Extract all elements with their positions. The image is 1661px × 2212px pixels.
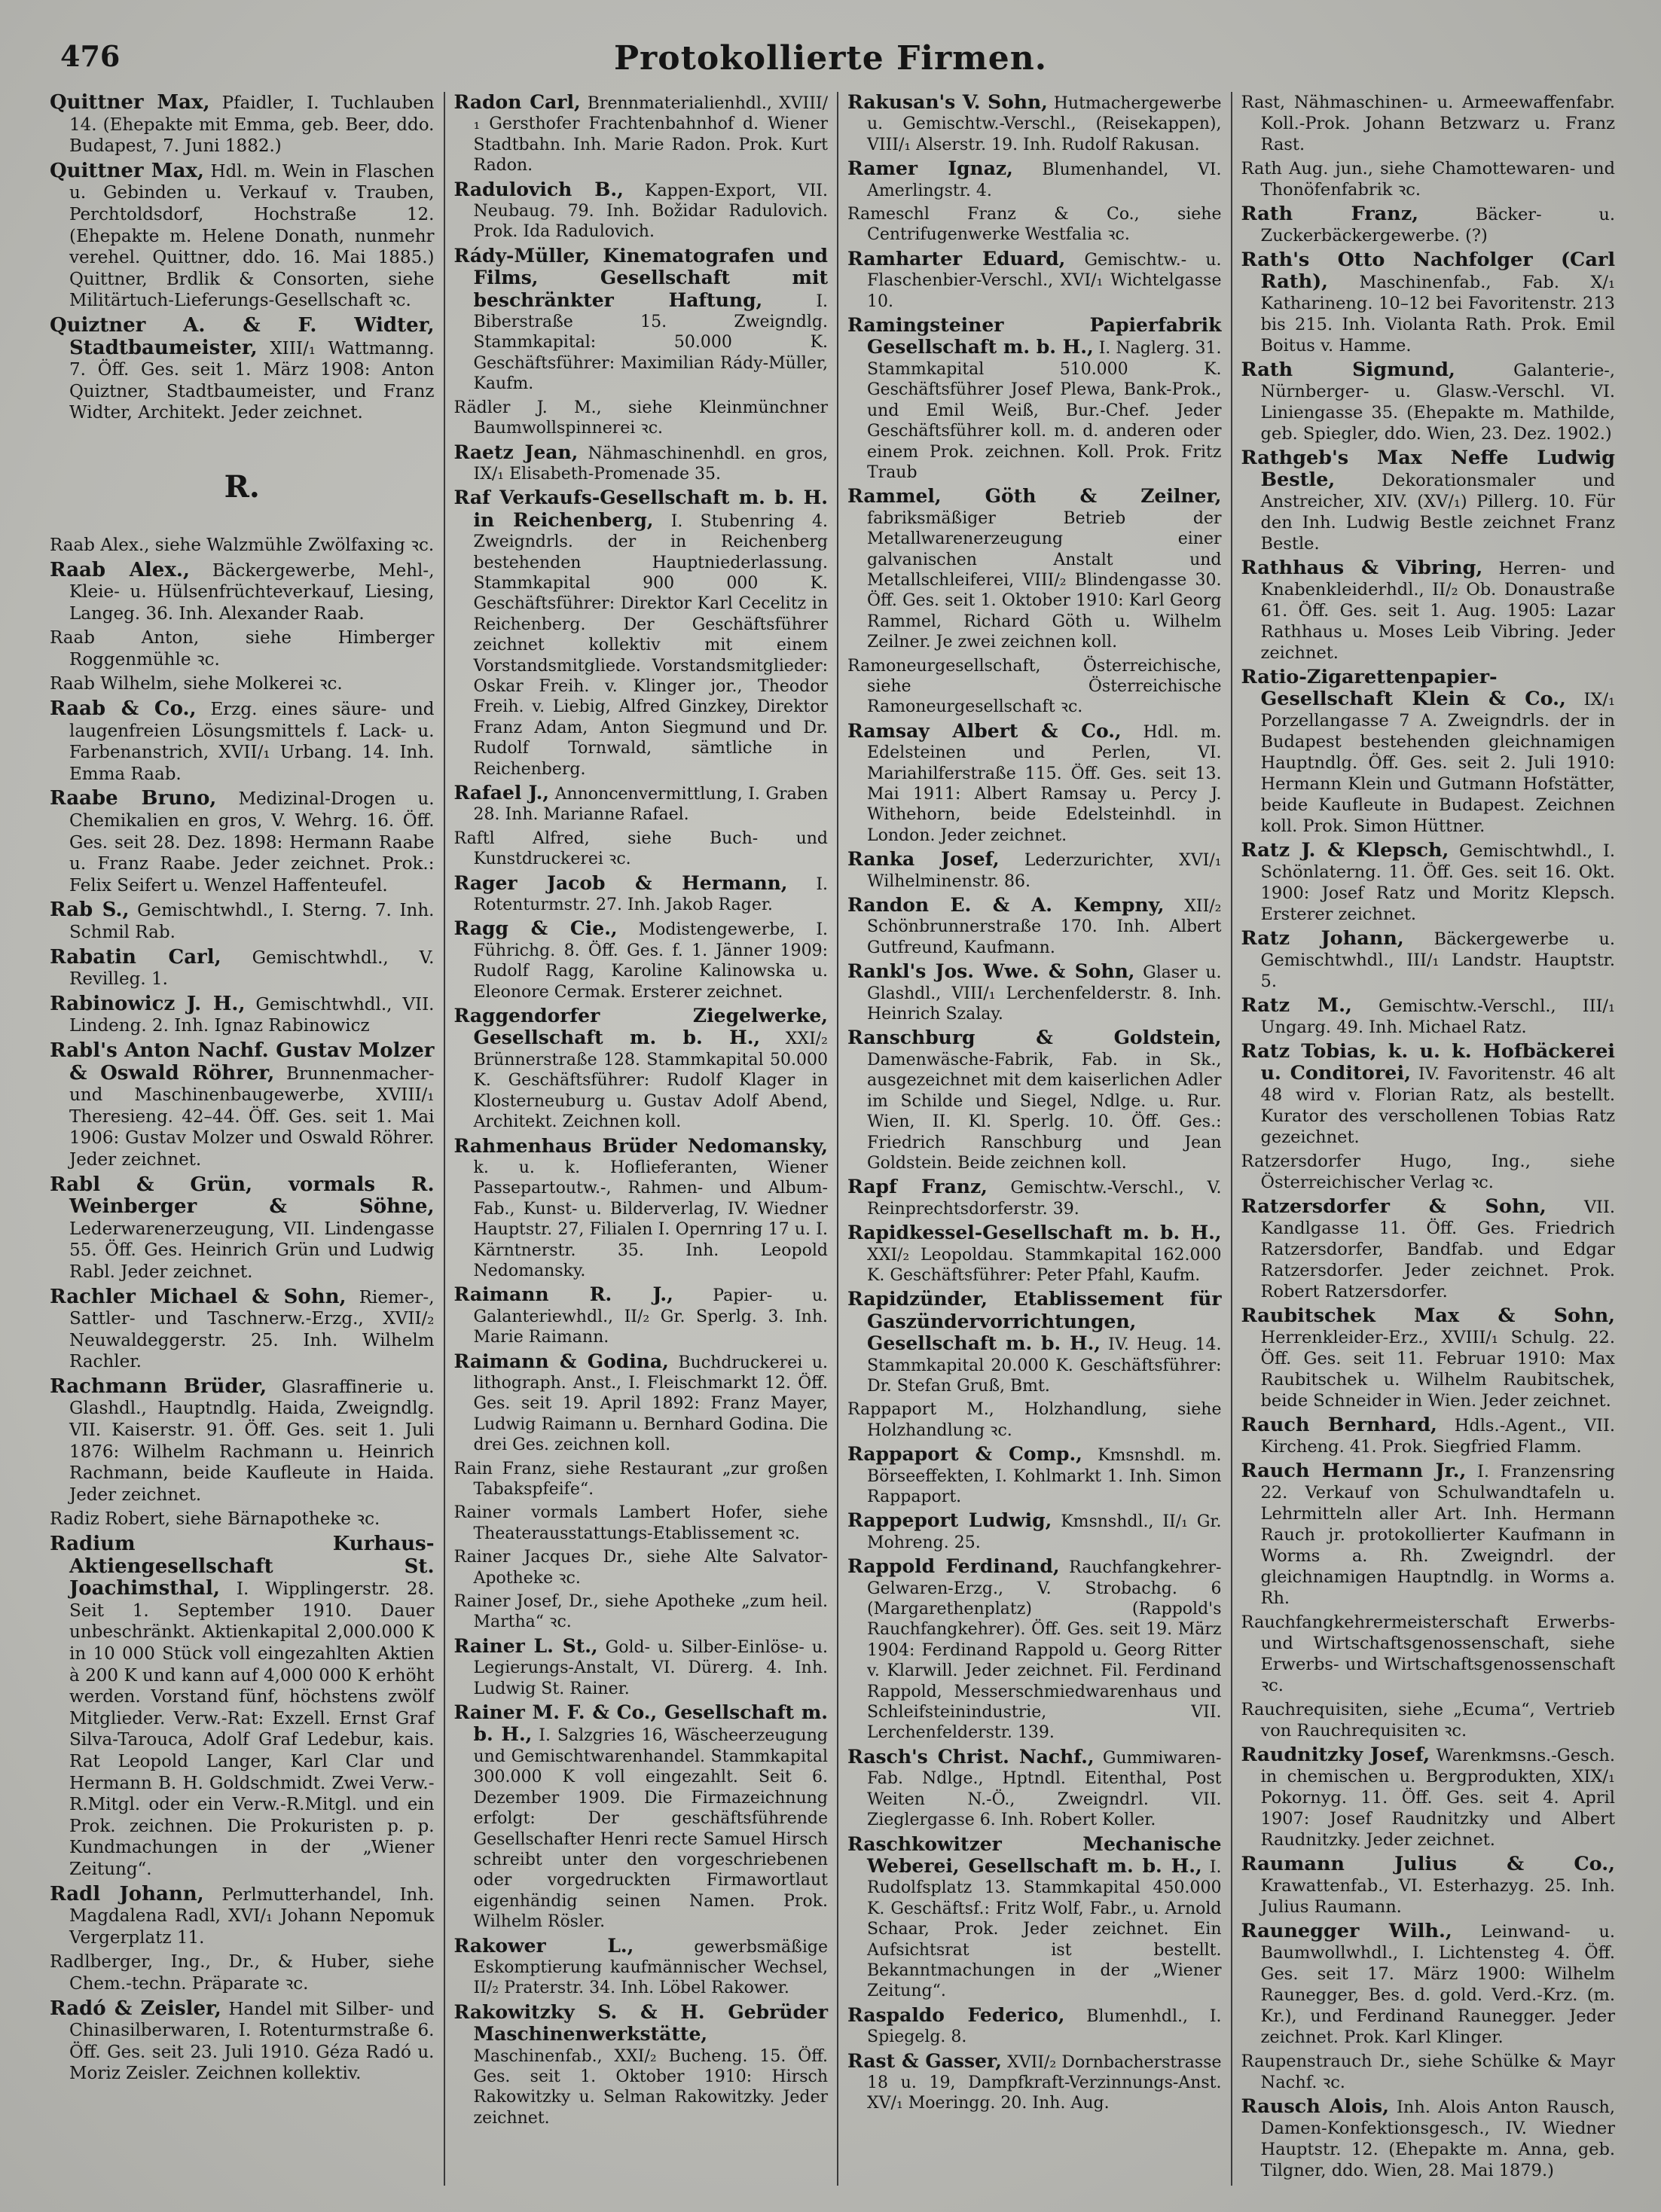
entry-text: IV. Favoritenstr. 46 alt 48 wird v. Florian Ratz, als bestellt. Kurator des verschollenen Tobias Ratz gezeichnet. (1260, 1064, 1615, 1147)
entry-text: k. u. k. Hoflieferanten, Wiener Passepartoutw.-, Rahmen- und Album-Fab., Kunst- u. Bilderverlag, IV. Wiedner Hauptstr. 27, Filialen I. Opernring 17 u. I. Kärntnerstr. 35. Inh. Leopold Nedomansky. (473, 1158, 828, 1280)
firm-name: Raudnitzky Josef, (1241, 1744, 1430, 1766)
directory-entry (50, 1174, 435, 1283)
entry-text: Warenkmsns.-Gesch. in chemischen u. Bergprodukten, XIX/₁ Pokornyg. 11. Öff. Ges. seit 4. April 1907: Josef Raudnitzky und Albert Raudnitzky. Jeder zeichnet. (1260, 1746, 1615, 1850)
directory-entry (1241, 2096, 1616, 2181)
directory-entry (454, 873, 829, 916)
column-1 (50, 92, 444, 2186)
firm-name: Ratzersdorfer & Sohn, (1241, 1195, 1547, 1218)
firm-name: Quiztner A. & F. Widter, Stadtbaumeister, (50, 313, 435, 359)
columns (50, 92, 1624, 2186)
firm-name: Raf Verkaufs-Gesellschaft m. b. H. in Reichenberg, (453, 487, 828, 531)
column-3 (837, 92, 1231, 2186)
firm-name: Rausch Alois, (1241, 2095, 1389, 2118)
entry-text: Gemischtw.-Verschl., III/₁ Ungarg. 49. Inh. Michael Ratz. (1260, 996, 1615, 1037)
firm-name: Ratz Johann, (1241, 927, 1404, 950)
entry-text: Ramoneurgesellschaft, Österreichische, siehe Österreichische Ramoneurgesellschaft ꝛc. (847, 656, 1222, 717)
entry-text: Blumenhandel, VI. Amerlingstr. 4. (867, 160, 1222, 200)
entry-text: I. Rudolfsplatz 13. Stammkapital 450.000 K. Geschäftsf.: Fritz Wolf, Fabr., u. Arnold Schaar, Prok. Jeder zeichnet. Ein Aufsichtsrat ist bestellt. Bekanntmachungen in der „Wiener Zeitung“. (867, 1857, 1222, 2001)
firm-name: Rády-Müller, Kinematografen und Films, Gesellschaft mit beschränkter Haftung, (453, 244, 828, 311)
directory-entry (50, 1509, 435, 1530)
directory-entry (1241, 667, 1616, 837)
directory-entry (454, 179, 829, 243)
directory-entry (454, 246, 829, 395)
entry-text: Rameschl Franz & Co., siehe Centrifugenwerke Westfalia ꝛc. (847, 205, 1222, 245)
entry-text: gewerbsmäßige Eskomptierung kaufmännischer Wechsel, II/₂ Praterstr. 34. Inh. Löbel Rakower. (473, 1937, 828, 1998)
entry-text: Modistengewerbe, I. Führichg. 8. Öff. Ges. f. 1. Jänner 1909: Rudolf Ragg, Karoline Kalinowska u. Eleonore Cermak. Ersterer zeichnet. (473, 920, 829, 1002)
firm-name: Rachmann Brüder, (50, 1374, 267, 1398)
firm-name: Raumann Julius & Co., (1241, 1853, 1615, 1875)
column-2 (444, 92, 838, 2186)
directory-entry (50, 1286, 435, 1373)
page-number: 476 (60, 39, 121, 73)
firm-name: Raunegger Wilh., (1241, 1920, 1452, 1942)
directory-entry (454, 1936, 829, 1999)
firm-name: Rath Sigmund, (1241, 358, 1455, 381)
directory-entry (847, 1027, 1222, 1173)
directory-entry (50, 788, 435, 896)
entry-text: Erzg. eines säure- und laugenfreien Lösungsmittels f. Lack- u. Farbenanstrich, XVII/₁ Urbang. 14. Inh. Emma Raab. (69, 700, 435, 784)
firm-name: Rapf Franz, (847, 1176, 988, 1198)
directory-entry (1241, 995, 1616, 1038)
entry-text: XVII/₂ Dornbacherstrasse 18 u. 19, Dampfkraft-Verzinnungs-Anst. XV/₁ Moeringg. 20. Inh. Aug. (867, 2052, 1222, 2113)
entry-text: Galanterie-, Nürnberger- u. Glasw.-Verschl. VI. Liniengasse 35. (Ehepakte m. Mathilde, geb. Spiegler, ddo. Wien, 23. Dez. 1902.) (1260, 361, 1616, 444)
directory-entry (847, 849, 1222, 892)
firm-name: Raabe Bruno, (50, 787, 217, 810)
directory-entry (1241, 447, 1616, 554)
directory-entry (454, 487, 829, 780)
entry-text: Annoncenvermittlung, I. Graben 28. Inh. Marianne Rafael. (473, 785, 829, 825)
firm-name: Rathhaus & Vibring, (1241, 557, 1483, 579)
directory-entry (1241, 2051, 1616, 2093)
directory-entry (1241, 1460, 1616, 1609)
firm-name: Rainer L. St., (453, 1634, 598, 1657)
directory-entry (1241, 203, 1616, 246)
entry-text: Brunnenmacher- und Maschinenbaugewerbe, XVIII/₁ Theresieng. 42–44. Öff. Ges. seit 1. Mai 1906: Gustav Molzer und Oswald Röhrer. Jeder zeichnet. (69, 1063, 435, 1170)
entry-text: Kmsnshdl. m. Börseeffekten, I. Kohlmarkt 1. Inh. Simon Rappaport. (867, 1446, 1222, 1506)
directory-entry (847, 1834, 1222, 2002)
directory-entry (847, 1444, 1222, 1507)
entry-text: Herrenkleider-Erz., XVIII/₁ Schulg. 22. Öff. Ges. seit 11. Februar 1910: Max Raubitschek u. Wilhelm Raubitschek, beide Schneider in Wien. Jeder zeichnet. (1260, 1328, 1615, 1411)
directory-entry (454, 1702, 829, 1932)
entry-text: Blumenhdl., I. Spiegelg. 8. (867, 2006, 1222, 2047)
directory-entry (50, 993, 435, 1037)
firm-name: Rahmenhaus Brüder Nedomansky, (453, 1134, 828, 1157)
firm-name: Rabinowicz J. H., (50, 992, 246, 1015)
entry-text: Rast, Nähmaschinen- u. Armeewaffenfabr. Koll.-Prok. Johann Betzwarz u. Franz Rast. (1241, 93, 1615, 154)
entry-text: I. Salzgries 16, Wäscheerzeugung und Gemischtwarenhandel. Stammkapital 300.000 K voll eingezahlt. Seit 6. Dezember 1909. Die Firmazeichnung erfolgt: Der geschäftsführende Gesellschafter Henri recte Samuel Hirsch schreibt unter den vorgeschriebenen oder vorgedruckten Firmawortlaut eigenhändig seinen Namen. Prok. Wilhelm Rösler. (473, 1726, 828, 1932)
column-4 (1231, 92, 1625, 2186)
entry-text: Raupenstrauch Dr., siehe Schülke & Mayr Nachf. ꝛc. (1241, 2052, 1615, 2092)
entry-text: Gemischtw.- u. Flaschenbier-Verschl., XVI/₁ Wichtelgasse 10. (867, 250, 1222, 311)
directory-entry (454, 398, 829, 439)
firm-name: Rappold Ferdinand, (847, 1555, 1060, 1578)
entry-text: I. Naglerg. 31. Stammkapital 510.000 K. Geschäftsführer Josef Plewa, Bank-Prok., und Emil Weiß, Bur.-Chef. Jeder Geschäftsführer koll. m. d. anderen oder einem Prok. zeichnen. Koll. Prok. Fritz Traub (867, 339, 1222, 482)
firm-name: Randon E. & A. Kempny, (847, 894, 1165, 917)
directory-entry (1241, 1151, 1616, 1193)
directory-entry (454, 1503, 829, 1544)
directory-entry (454, 1284, 829, 1347)
directory-entry (1241, 928, 1616, 992)
entry-text: Brennmaterialienhdl., XVIII/₁ Gersthofer Frachtenbahnhof d. Wiener Stadtbahn. Inh. Marie Radon. Prok. Kurt Radon. (473, 94, 828, 175)
firm-name: Rasch's Christ. Nachf., (847, 1745, 1095, 1768)
directory-entry (847, 1289, 1222, 1396)
firm-name: Rakowitzky S. & H. Gebrüder Maschinenwerkstätte, (453, 2000, 828, 2046)
entry-text: Hdl. m. Edelsteinen und Perlen, VI. Mariahilferstraße 115. Öff. Ges. seit 13. Mai 1911: Albert Ramsay u. Percy J. Withehorn, beide Edelsteinhdl. in London. Jeder zeichnet. (867, 722, 1222, 845)
entry-text: Gold- u. Silber-Einlöse- u. Legierungs-Anstalt, VI. Dürerg. 4. Inh. Ludwig St. Rainer. (473, 1637, 828, 1698)
entry-text: Raab Wilhelm, siehe Molkerei ꝛc. (50, 674, 343, 694)
firm-name: Raspaldo Federico, (847, 2003, 1065, 2026)
directory-entry (847, 2005, 1222, 2048)
entry-text: Rainer vormals Lambert Hofer, siehe Theaterausstattungs-Etablissement ꝛc. (453, 1503, 828, 1543)
directory-entry (50, 899, 435, 943)
directory-entry (847, 204, 1222, 246)
entry-text: Gemischtwhdl., VII. Lindeng. 2. Inh. Ignaz Rabinowicz (69, 994, 435, 1036)
entry-text: Maschinenfab., XXI/₂ Bucheng. 15. Öff. Ges. seit 1. Oktober 1910: Hirsch Rakowitzky u. Selman Rakowitzky. Jeder zeichnet. (473, 2046, 828, 2128)
entry-text: Papier- u. Galanteriewhdl., II/₂ Gr. Sperlg. 3. Inh. Marie Raimann. (473, 1286, 828, 1347)
entry-text: Glaser u. Glashdl., VIII/₁ Lerchenfelderstr. 8. Inh. Heinrich Szalay. (867, 963, 1222, 1024)
entry-text: Bäckergewerbe, Mehl-, Kleie- u. Hülsenfrüchteverkauf, Liesing, Langeg. 36. Inh. Alexander Raab. (69, 560, 435, 624)
entry-text: IV. Heug. 14. Stammkapital 20.000 K. Geschäftsführer: Dr. Stefan Gruß, Bmt. (867, 1335, 1222, 1396)
directory-entry (50, 1951, 435, 1994)
firm-name: Ramharter Eduard, (847, 247, 1066, 270)
directory-entry (847, 721, 1222, 846)
directory-entry (1241, 1612, 1616, 1696)
firm-name: Rakusan's V. Sohn, (847, 92, 1048, 113)
entry-text: Rath Aug. jun., siehe Chamottewaren- und Thonöfenfabrik ꝛc. (1241, 159, 1615, 200)
firm-name: Radl Johann, (50, 1882, 204, 1905)
directory-entry (50, 1040, 435, 1171)
directory-entry (847, 1222, 1222, 1286)
directory-entry (847, 656, 1222, 718)
firm-name: Rath Franz, (1241, 203, 1419, 225)
directory-entry (847, 315, 1222, 483)
entry-text: Nähmaschinenhdl. en gros, IX/₁ Elisabeth-Promenade 35. (473, 444, 828, 484)
entry-text: Kmsnshdl., II/₁ Gr. Mohreng. 25. (867, 1512, 1222, 1552)
directory-entry (50, 1376, 435, 1506)
entry-text: fabriksmäßiger Betrieb der Metallwarenerzeugung einer galvanischen Anstalt und Metallschleiferei, VIII/₂ Blindengasse 30. Öff. Ges. seit 1. Oktober 1910: Karl Georg Rammel, Richard Göth u. Wilhelm Zeilner. Je zwei zeichnen koll. (867, 508, 1222, 652)
directory-entry (1241, 92, 1616, 155)
firm-name: Raggendorfer Ziegelwerke, Gesellschaft m. b. H., (453, 1005, 828, 1049)
directory-entry (50, 673, 435, 695)
firm-name: Ratz Tobias, k. u. k. Hofbäckerei u. Conditorei, (1241, 1040, 1615, 1085)
entry-text: Rainer Jacques Dr., siehe Alte Salvator-Apotheke ꝛc. (453, 1548, 828, 1588)
firm-name: Rast & Gasser, (847, 2049, 1002, 2072)
directory-entry (847, 249, 1222, 312)
firm-name: Rabl's Anton Nachf. Gustav Molzer & Oswald Röhrer, (50, 1039, 435, 1085)
firm-name: Ranka Josef, (847, 848, 1000, 871)
firm-name: Rappeport Ludwig, (847, 1509, 1052, 1532)
entry-text: Rain Franz, siehe Restaurant „zur großen Tabakspfeife“. (453, 1459, 828, 1499)
directory-entry (50, 160, 435, 312)
firm-name: Rab S., (50, 899, 130, 922)
firm-name: Rauch Hermann Jr., (1241, 1460, 1467, 1482)
entry-text: Raftl Alfred, siehe Buch- und Kunstdruckerei ꝛc. (453, 828, 828, 869)
entry-text: Gummiwaren-Fab. Ndlge., Hptndl. Eitenthal, Post Weiten N.-Ö., Zweigndrl. VII. Zieglergasse 6. Inh. Robert Koller. (867, 1748, 1222, 1830)
directory-entry (50, 947, 435, 990)
entry-text: Inh. Alois Anton Rausch, Damen-Konfektionsgesch., IV. Wiedner Hauptstr. 12. (Ehepakte m. Anna, geb. Tilgner, ddo. Wien, 28. Mai 1879.) (1260, 2098, 1615, 2180)
firm-name: Raimann R. J., (453, 1283, 673, 1306)
firm-name: Quittner Max, (50, 92, 210, 114)
directory-entry (847, 2051, 1222, 2114)
firm-name: Ramer Ignaz, (847, 157, 1013, 180)
entry-text: Herren- und Knabenkleiderhdl., II/₂ Ob. Donaustraße 61. Öff. Ges. seit 1. Aug. 1905: Lazar Rathhaus u. Moses Leib Vibring. Jeder zeichnet. (1260, 559, 1615, 663)
entry-text: Rauchrequisiten, siehe „Ecuma“, Vertrieb von Rauchrequisiten ꝛc. (1241, 1700, 1615, 1741)
entry-text: I. Rotenturmstr. 27. Inh. Jakob Rager. (473, 874, 828, 915)
entry-text: Bäcker- u. Zuckerbäckergewerbe. (?) (1260, 205, 1616, 246)
directory-entry (1241, 1921, 1616, 2048)
directory-entry (454, 92, 829, 176)
directory-entry (454, 1636, 829, 1699)
directory-entry (454, 2002, 829, 2128)
directory-entry (1241, 249, 1616, 356)
directory-entry (1241, 840, 1616, 925)
entry-text: Raab Alex., siehe Walzmühle Zwölfaxing ꝛc. (50, 535, 435, 555)
firm-name: Ragg & Cie., (453, 917, 618, 940)
firm-name: Rapidkessel-Gesellschaft m. b. H., (847, 1222, 1222, 1244)
entry-text: Lederzurichter, XVI/₁ Wilhelminenstr. 86. (867, 851, 1222, 891)
entry-text: Leinwand- u. Baumwollwhdl., I. Lichtensteg 4. Öff. Ges. seit 17. März 1900: Wilhelm Raunegger, Bes. d. gold. Verd.-Krz. (m. Kr.), und Ferdinand Raunegger. Jeder zeichnet. Prok. Karl Klinger. (1260, 1922, 1615, 2047)
entry-text: VII. Kandlgasse 11. Öff. Ges. Friedrich Ratzersdorfer, Bandfab. und Edgar Ratzersdorfer. Jeder zeichnet. Prok. Robert Ratzersdorfer. (1260, 1198, 1615, 1301)
entry-text: Rauchfangkehrer-Gelwaren-Erzg., V. Strobachg. 6 (Margarethenplatz) (Rappold's Rauchfangkehrer). Öff. Ges. seit 19. März 1904: Ferdinand Rappold u. Georg Ritter v. Klarwill. Jeder zeichnet. Fil. Ferdinand Rappold, Messerschmiedwarenhaus und Schleifsteinindustrie, VII. Lerchenfelderstr. 139. (867, 1558, 1222, 1743)
entry-text: Hdls.-Agent., VII. Kircheng. 41. Prok. Siegfried Flamm. (1260, 1416, 1616, 1457)
directory-entry (1241, 1305, 1616, 1411)
entry-text: I. Stubenring 4. Zweigndrls. der in Reichenberg bestehenden Hauptniederlassung. Stammkapital 900 000 K. Geschäftsführer: Direktor Karl Cecelitz in Reichenberg. Der Geschäftsführer zeichnet kollektiv mit einem Vorstandsmitgliede. Vorstandsmitglieder: Oskar Freih. v. Klinger jor., Theodor Freih. v. Liebig, Alfred Ginzkey, Direktor Franz Adam, Anton Siegmund und Dr. Rudolf Tornwald, sämtliche in Reichenberg. (473, 511, 828, 779)
entry-text: XXI/₂ Leopoldau. Stammkapital 162.000 K. Geschäftsführer: Peter Pfahl, Kaufm. (867, 1245, 1222, 1285)
entry-text: I. Biberstraße 15. Zweigndlg. Stammkapital: 50.000 K. Geschäftsführer: Maximilian Rády-Müller, Kaufm. (473, 291, 828, 394)
directory-entry (1241, 1196, 1616, 1302)
directory-entry (847, 92, 1222, 155)
entry-text: XII/₂ Schönbrunnerstraße 170. Inh. Albert Gutfreund, Kaufmann. (867, 897, 1222, 957)
directory-entry (50, 315, 435, 424)
firm-name: Radó & Zeisler, (50, 1997, 221, 2020)
entry-text: Hutmachergewerbe u. Gemischtw.-Verschl., (Reisekappen), VIII/₁ Alserstr. 19. Inh. Rudolf Rakusan. (867, 94, 1222, 154)
firm-name: Rapidzünder, Etablissement für Gaszündervorrichtungen, Gesellschaft m. b. H., (847, 1288, 1222, 1355)
directory-entry (454, 1136, 829, 1282)
firm-name: Rabatin Carl, (50, 945, 221, 969)
directory-entry (454, 783, 829, 825)
directory-entry (847, 1176, 1222, 1219)
firm-name: Rachler Michael & Sohn, (50, 1285, 347, 1308)
directory-entry (847, 961, 1222, 1024)
entry-text: Medizinal-Drogen u. Chemikalien en gros, V. Wehrg. 16. Öff. Ges. seit 28. Dez. 1898: Hermann Raabe u. Franz Raabe. Jeder zeichnet. Prok.: Felix Seifert u. Wenzel Haffenteufel. (69, 789, 435, 895)
entry-text: I. Franzensring 22. Verkauf von Schulwandtafeln u. Lehrmitteln aller Art. Inh. Hermann Rauch jr. protokollierter Kaufmann in Worms a. Rh. Zweigndrl. der gleichnamigen Hauptndlg. in Worms a. Rh. (1260, 1462, 1615, 1608)
directory-entry (454, 918, 829, 1002)
directory-entry (50, 560, 435, 625)
entry-text: IX/₁ Porzellangasse 7 A. Zweigndrls. der in Budapest bestehenden gleichnamigen Hauptndlg. Öff. Ges. seit 2. Juli 1910: Hermann Klein und Gutmann Hofstätter, beide Kaufleute in Budapest. Zeichnen koll. Prok. Simon Hüttner. (1260, 690, 1616, 836)
directory-entry (454, 442, 829, 485)
directory-entry (847, 1510, 1222, 1553)
entry-text: Bäckergewerbe u. Gemischtwhdl., III/₁ Landstr. Hauptstr. 5. (1260, 929, 1616, 991)
directory-entry (1241, 1744, 1616, 1850)
directory-entry (454, 828, 829, 870)
directory-entry (50, 1533, 435, 1881)
directory-entry (454, 1547, 829, 1588)
entry-text: Dekorationsmaler und Anstreicher, XIV. (XV/₁) Pillerg. 10. Für den Inh. Ludwig Bestle zeichnet Franz Bestle. (1260, 471, 1615, 554)
directory-entry (50, 535, 435, 557)
firm-name: Raab & Co., (50, 697, 197, 721)
directory-entry (1241, 1699, 1616, 1741)
firm-name: Radulovich B., (453, 178, 624, 200)
entry-text: Kappen-Export, VII. Neubaug. 79. Inh. Božidar Radulovich. Prok. Ida Radulovich. (473, 181, 828, 242)
entry-text: Rappaport M., Holzhandlung, siehe Holzhandlung ꝛc. (847, 1400, 1222, 1440)
directory-entry (454, 1591, 829, 1633)
entry-text: Rauchfangkehrermeisterschaft Erwerbs- und Wirtschaftsgenossenschaft, siehe Erwerbs- und Wirtschaftsgenossenschaft ꝛc. (1241, 1612, 1615, 1695)
directory-entry (847, 895, 1222, 958)
firm-name: Rager Jacob & Hermann, (453, 871, 788, 894)
entry-text: XIII/₁ Wattmanng. 7. Öff. Ges. seit 1. März 1908: Anton Quiztner, Stadtbaumeister, und Franz Widter, Architekt. Jeder zeichnet. (69, 338, 435, 423)
directory-entry (1241, 1414, 1616, 1457)
directory-entry (50, 1998, 435, 2085)
firm-name: Rafael J., (453, 782, 549, 804)
directory-entry (50, 1884, 435, 1949)
directory-entry (454, 1459, 829, 1500)
firm-name: Radon Carl, (453, 92, 581, 113)
directory-entry (1241, 158, 1616, 200)
entry-text: Handel mit Silber- und Chinasilberwaren, I. Rotenturmstraße 6. Öff. Ges. seit 23. Juli 1910. Géza Radó u. Moriz Zeisler. Zeichnen kollektiv. (69, 1999, 435, 2084)
directory-entry (847, 486, 1222, 652)
entry-text: Gemischtwhdl., I. Sterng. 7. Inh. Schmil Rab. (69, 901, 435, 942)
firm-name: Rakower L., (453, 1934, 634, 1957)
firm-name: Ratio-Zigarettenpapier-Gesellschaft Klein & Co., (1241, 666, 1566, 710)
entry-text: I. Wipplingerstr. 28. Seit 1. September 1910. Dauer unbeschränkt. Aktienkapital 2,000.000 K in 10 000 Stück voll eingezahlten Aktien à 200 K und kann auf 4,000 000 K erhöht werden. Vorstand fünf, höchstens zwölf Mitglieder. Verw.-Rat: Exzell. Ernst Graf Silva-Tarouca, Adolf Graf Ledebur, kais. Rat Leopold Langer, Karl Clar und Hermann B. H. Goldschmidt. Zwei Verw.-R.Mitgl. oder ein Verw.-R.Mitgl. und ein Prok. zeichnen. Die Prokuristen p. p. Kundmachungen in der „Wiener Zeitung“. (69, 1579, 435, 1879)
directory-entry (847, 1399, 1222, 1441)
firm-name: Rankl's Jos. Wwe. & Sohn, (847, 960, 1135, 983)
firm-name: Rauch Bernhard, (1241, 1414, 1437, 1436)
entry-text: Radlberger, Ing., Dr., & Huber, siehe Chem.-techn. Präparate ꝛc. (50, 1952, 435, 1994)
firm-name: Rath's Otto Nachfolger (Carl Rath), (1241, 249, 1615, 293)
firm-name: Raab Alex., (50, 558, 190, 581)
entry-text: Gemischtw.-Verschl., V. Reinprechtsdorferstr. 39. (867, 1179, 1222, 1219)
page-title: Protokollierte Firmen. (613, 39, 1048, 78)
directory-entry (454, 1351, 829, 1456)
firm-name: Ranschburg & Goldstein, (847, 1027, 1222, 1049)
firm-name: Raubitschek Max & Sohn, (1241, 1304, 1615, 1327)
directory-entry (1241, 359, 1616, 444)
firm-name: Rammel, Göth & Zeilner, (847, 485, 1222, 508)
directory-entry (1241, 1854, 1616, 1918)
entry-text: Lederwarenerzeugung, VII. Lindengasse 55. Öff. Ges. Heinrich Grün und Ludwig Rabl. Jeder zeichnet. (69, 1219, 435, 1282)
firm-name: Ramsay Albert & Co., (847, 719, 1122, 742)
firm-name: Raschkowitzer Mechanische Weberei, Gesellschaft m. b. H., (847, 1832, 1222, 1877)
entry-text: Pfaidler, I. Tuchlauben 14. (Ehepakte mit Emma, geb. Beer, ddo. Budapest, 7. Juni 1882.) (69, 93, 435, 157)
section-letter: R. (224, 468, 260, 505)
directory-entry (50, 92, 435, 157)
directory-entry (454, 1005, 829, 1132)
entry-text: Ratzersdorfer Hugo, Ing., siehe Österreichischer Verlag ꝛc. (1241, 1152, 1615, 1192)
entry-text: Gemischtwhdl., V. Revilleg. 1. (69, 947, 435, 990)
firm-name: Quittner Max, (50, 159, 204, 182)
entry-text: Raab Anton, siehe Himberger Roggenmühle ꝛc. (50, 628, 435, 670)
directory-entry (847, 1747, 1222, 1831)
firm-name: Radium Kurhaus-Aktiengesellschaft St. Joachimsthal, (50, 1533, 435, 1600)
firm-name: Rappaport & Comp., (847, 1443, 1082, 1466)
firm-name: Raetz Jean, (453, 441, 579, 463)
entry-text: XXI/₂ Brünnerstraße 128. Stammkapital 50.000 K. Geschäftsführer: Rudolf Klager in Klosterneuburg u. Gustav Adolf Abend, Architekt. Zeichnen koll. (473, 1030, 828, 1132)
directory-entry (847, 1556, 1222, 1744)
directory-entry (847, 158, 1222, 201)
entry-text: Gemischtwhdl., I. Schönlaterng. 11. Öff. Ges. seit 16. Okt. 1900: Josef Ratz und Moritz Klepsch. Ersterer zeichnet. (1260, 841, 1615, 924)
firm-name: Rabl & Grün, vormals R. Weinberger & Söhne, (50, 1173, 435, 1219)
entry-text: Hdl. m. Wein in Flaschen u. Gebinden u. Verkauf v. Trauben, Perchtoldsdorf, Hochstraße 12. (Ehepakte m. Helene Donath, nunmehr verehel. Quittner, ddo. 16. Mai 1885.) Quittner, Brdlik & Consorten, siehe Militärtuch-Lieferungs-Gesellschaft ꝛc. (69, 161, 435, 311)
entry-text: Damenwäsche-Fabrik, Fab. in Sk., ausgezeichnet mit dem kaiserlichen Adler im Schilde und Siegel, Ndlge. u. Rur. Wien, II. Kl. Sperlg. 10. Öff. Ges.: Friedrich Ranschburg und Jean Goldstein. Beide zeichnen koll. (867, 1050, 1222, 1173)
entry-text: Krawattenfab., VI. Esterhazyg. 25. Inh. Julius Raumann. (1260, 1876, 1615, 1917)
firm-name: Ratz J. & Klepsch, (1241, 839, 1449, 862)
directory-entry (50, 698, 435, 785)
entry-text: Maschinenfab., Fab. X/₁ Katharineng. 10–12 bei Favoritenstr. 213 bis 215. Inh. Violanta Rath. Prok. Emil Boitus v. Hamme. (1260, 273, 1616, 355)
firm-name: Rathgeb's Max Neffe Ludwig Bestle, (1241, 447, 1615, 491)
firm-name: Ramingsteiner Papierfabrik Gesellschaft m. b. H., (847, 314, 1222, 358)
entry-text: Buchdruckerei u. lithograph. Anst., I. Fleischmarkt 12. Öff. Ges. seit 19. April 1892: Franz Mayer, Ludwig Raimann u. Bernhard Godina. Die drei Ges. zeichnen koll. (473, 1353, 828, 1455)
entry-text: Radiz Robert, siehe Bärnapotheke ꝛc. (50, 1509, 380, 1530)
entry-text: Perlmutterhandel, Inh. Magdalena Radl, XVI/₁ Johann Nepomuk Vergerplatz 11. (69, 1884, 435, 1948)
entry-text: Rädler J. M., siehe Kleinmünchner Baumwollspinnerei ꝛc. (453, 398, 828, 438)
firm-name: Ratz M., (1241, 994, 1352, 1017)
directory-entry (1241, 557, 1616, 664)
entry-text: Rainer Josef, Dr., siehe Apotheke „zum heil. Martha“ ꝛc. (453, 1592, 828, 1632)
directory-entry (50, 627, 435, 670)
directory-entry (1241, 1041, 1616, 1148)
firm-name: Raimann & Godina, (453, 1350, 669, 1372)
firm-name: Rainer M. F. & Co., Gesellschaft m. b. H., (453, 1701, 828, 1746)
entry-text: Glasraffinerie u. Glashdl., Hauptndlg. Haida, Zweigndlg. VII. Kaiserstr. 91. Öff. Ges. seit 1. Juli 1876: Wilhelm Rachmann u. Heinrich Rachmann, beide Kaufleute in Haida. Jeder zeichnet. (69, 1377, 435, 1505)
entry-text: Riemer-, Sattler- und Taschnerw.-Erzg., XVII/₂ Neuwaldeggerstr. 25. Inh. Wilhelm Rachler. (69, 1287, 435, 1372)
